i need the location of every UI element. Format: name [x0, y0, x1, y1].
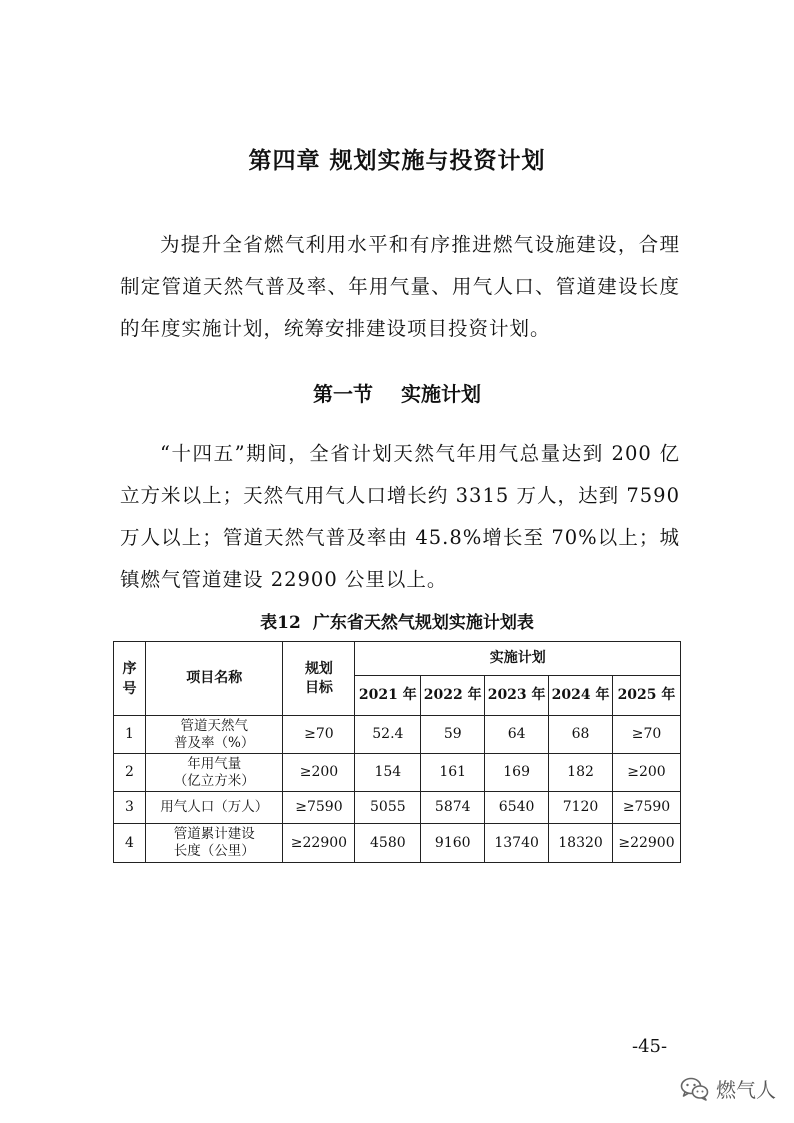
cell-value: ≥70	[612, 716, 680, 754]
header-year: 2023 年	[485, 676, 549, 716]
header-target-text: 规划目标	[304, 660, 333, 696]
cell-value: 169	[485, 754, 549, 792]
cell-item-name-line: 普及率（%）	[174, 734, 255, 751]
header-plan: 实施计划	[355, 642, 681, 676]
header-seq-text: 序号	[122, 660, 137, 697]
watermark	[680, 1074, 776, 1103]
table-caption	[0, 608, 794, 633]
cell-value: 52.4	[355, 716, 421, 754]
section-title: 实施计划	[401, 382, 481, 406]
intro-paragraph: 为提升全省燃气利用水平和有序推进燃气设施建设，合理制定管道天然气普及率、年用气量、用气人口、管道建设长度的年度实施计划，统筹安排建设项目投资计划。	[120, 233, 680, 340]
header-seq	[114, 642, 146, 716]
table-row	[114, 716, 681, 754]
cell-item-name-line: 用气人口（万人）	[160, 799, 269, 815]
cell-value: 5055	[355, 792, 421, 824]
cell-target: ≥7590	[283, 792, 355, 824]
cell-value: 4580	[355, 824, 421, 863]
table-row	[114, 824, 681, 863]
cell-value: 13740	[485, 824, 549, 863]
page-number: -45-	[632, 1036, 668, 1057]
section-heading	[0, 378, 794, 407]
table-row	[114, 754, 681, 792]
table-caption-number: 表12	[260, 613, 301, 633]
cell-value: ≥7590	[612, 792, 680, 824]
cell-value: 9160	[421, 824, 485, 863]
header-year: 2025 年	[612, 676, 680, 716]
cell-value: 5874	[421, 792, 485, 824]
cell-value: 59	[421, 716, 485, 754]
table-caption-title: 广东省天然气规划实施计划表	[312, 613, 534, 633]
cell-value: 7120	[549, 792, 613, 824]
cell-target: ≥70	[283, 716, 355, 754]
cell-item-name	[145, 792, 283, 824]
wechat-icon	[680, 1076, 710, 1102]
cell-value: 18320	[549, 824, 613, 863]
cell-value: 182	[549, 754, 613, 792]
header-year: 2022 年	[421, 676, 485, 716]
cell-value: 154	[355, 754, 421, 792]
cell-value: 68	[549, 716, 613, 754]
cell-target: ≥200	[283, 754, 355, 792]
plan-table	[113, 641, 681, 863]
header-item: 项目名称	[145, 642, 283, 716]
cell-value: 64	[485, 716, 549, 754]
section-paragraph: “十四五”期间，全省计划天然气年用气总量达到 200 亿立方米以上；天然气用气人口增长约 3315 万人，达到 7590 万人以上；管道天然气普及率由 45.8%增长至 70%以上；城镇燃气管道建设 22900 公里以上。	[120, 442, 680, 591]
cell-seq: 2	[114, 754, 146, 792]
cell-item-name	[145, 824, 283, 863]
cell-seq: 1	[114, 716, 146, 754]
cell-seq: 4	[114, 824, 146, 863]
watermark-text: 燃气人	[716, 1078, 776, 1102]
cell-value: 161	[421, 754, 485, 792]
cell-value: ≥200	[612, 754, 680, 792]
chapter-title: 第四章 规划实施与投资计划	[248, 147, 546, 174]
cell-item-name	[145, 754, 283, 792]
cell-value: ≥22900	[612, 824, 680, 863]
header-year: 2021 年	[355, 676, 421, 716]
cell-item-name	[145, 716, 283, 754]
cell-target: ≥22900	[283, 824, 355, 863]
cell-value: 6540	[485, 792, 549, 824]
header-year: 2024 年	[549, 676, 613, 716]
cell-item-name-line: 管道累计建设	[173, 826, 255, 842]
cell-item-name-line: （亿立方米）	[173, 772, 255, 789]
cell-item-name-line: 长度（公里）	[173, 843, 255, 859]
header-target	[283, 642, 355, 716]
cell-item-name-line: 年用气量	[187, 755, 242, 772]
cell-item-name-line: 管道天然气	[180, 717, 248, 734]
section-number: 第一节	[313, 382, 373, 406]
table-row	[114, 792, 681, 824]
cell-seq: 3	[114, 792, 146, 824]
